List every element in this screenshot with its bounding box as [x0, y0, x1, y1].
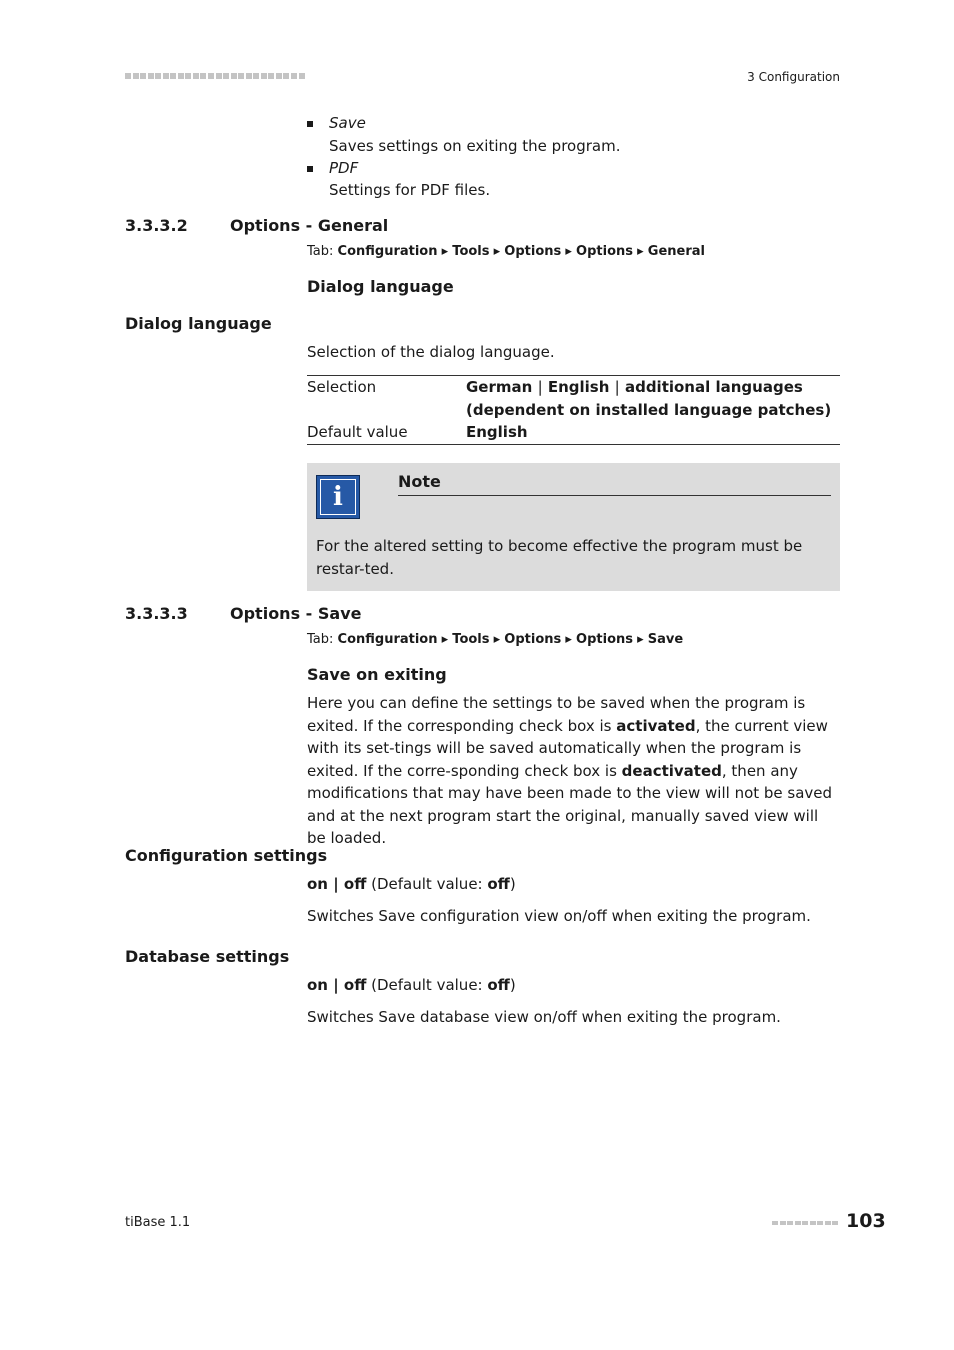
subsection-heading: Dialog language	[307, 277, 454, 296]
breadcrumb-item: Tools	[452, 244, 490, 259]
tab-breadcrumb: Tab: Configuration ▸ Tools ▸ Options ▸ Options ▸ General	[307, 244, 705, 259]
header-decoration	[125, 73, 306, 80]
list-item-desc: Saves settings on exiting the program.	[329, 137, 621, 155]
paragraph-emphasis: activated	[616, 716, 696, 735]
table-row-default	[307, 421, 840, 444]
parameter-table	[307, 375, 840, 445]
note-box	[307, 463, 840, 591]
option-german: German	[466, 378, 533, 396]
paragraph-emphasis: deactivated	[621, 761, 722, 780]
values-text: on | off	[307, 875, 367, 893]
parameter-name: Configuration settings	[125, 846, 328, 865]
breadcrumb-item: Options	[504, 632, 562, 647]
list-item-term: Save	[329, 114, 366, 132]
paragraph-text: Here you can define the settings to be saved when the program is exited. If the corresponding check box is	[307, 694, 806, 735]
header-chapter: 3 Configuration	[747, 70, 840, 84]
breadcrumb-item: Options	[576, 244, 633, 259]
paragraph-text: , the current view with its set-tings will be saved automatically when the program is exited. If the corre-sponding check box is	[307, 716, 828, 780]
parameter-values	[307, 974, 516, 997]
table-value: German | English | additional languages (dependent on installed language patches)	[466, 378, 832, 419]
default-value: off	[487, 875, 510, 893]
section-title: Options - Save	[230, 604, 362, 623]
breadcrumb-item: Tools	[452, 632, 490, 647]
save-description	[307, 692, 840, 850]
parameter-name: Dialog language	[125, 314, 272, 333]
list-item-desc: Settings for PDF files.	[329, 181, 491, 199]
option-additional: additional languages	[624, 378, 803, 396]
parameter-description: Selection of the dialog language.	[307, 343, 555, 361]
bullet-icon	[307, 121, 313, 127]
section-number: 3.3.3.3	[125, 604, 188, 623]
parameter-description: Switches Save configuration view on/off when exiting the program.	[307, 907, 811, 925]
option-note: (dependent on installed language patches)	[466, 400, 832, 419]
breadcrumb-item: Configuration	[337, 244, 438, 259]
info-icon: i	[316, 475, 360, 519]
breadcrumb-item: Options	[504, 244, 562, 259]
section-title: Options - General	[230, 216, 389, 235]
parameter-description: Switches Save database view on/off when exiting the program.	[307, 1008, 781, 1026]
note-text: For the altered setting to become effective the program must be restar-ted.	[316, 537, 803, 578]
default-value: off	[487, 976, 510, 994]
values-text: on | off	[307, 976, 367, 994]
section-number: 3.3.3.2	[125, 216, 188, 235]
default-suffix: )	[509, 976, 516, 994]
page-number: 103	[846, 1210, 886, 1232]
note-divider	[398, 495, 831, 496]
tab-prefix: Tab:	[307, 632, 338, 647]
breadcrumb-item: General	[647, 244, 705, 259]
breadcrumb-item: Save	[647, 632, 684, 647]
bullet-icon	[307, 166, 313, 172]
table-key: Default value	[307, 423, 408, 441]
parameter-name: Database settings	[125, 947, 290, 966]
breadcrumb-item: Options	[576, 632, 633, 647]
subsection-heading: Save on exiting	[307, 665, 447, 684]
note-title: Note	[398, 472, 441, 491]
parameter-values	[307, 873, 516, 896]
tab-breadcrumb: Tab: Configuration ▸ Tools ▸ Options ▸ Options ▸ Save	[307, 632, 684, 647]
breadcrumb-item: Configuration	[337, 632, 438, 647]
list-item-term: PDF	[329, 159, 359, 177]
default-suffix: )	[509, 875, 516, 893]
footer-product: tiBase 1.1	[125, 1215, 191, 1230]
footer-decoration	[772, 1218, 840, 1225]
table-value: English	[466, 423, 528, 441]
paragraph-text: , then any modifications that may have been made to the view will not be saved and at the next program start the original, manually saved view will be loaded.	[307, 761, 833, 847]
table-key: Selection	[307, 378, 377, 396]
default-prefix: (Default value:	[366, 875, 488, 893]
table-row-selection	[307, 376, 840, 421]
tab-prefix: Tab:	[307, 244, 338, 259]
option-english: English	[547, 378, 610, 396]
default-prefix: (Default value:	[366, 976, 488, 994]
